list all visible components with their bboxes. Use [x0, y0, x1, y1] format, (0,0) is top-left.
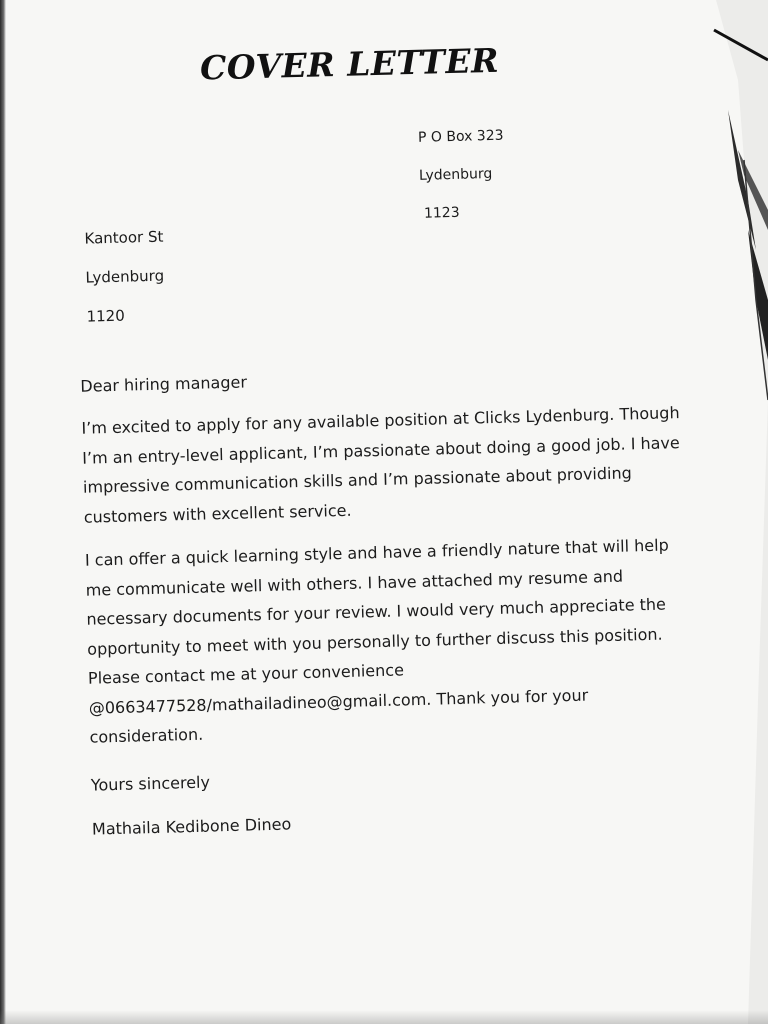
signature-name: Mathaila Kedibone Dineo [91, 813, 292, 839]
recipient-address-line: Kantoor St [84, 227, 164, 248]
body-paragraph-2: I can offer a quick learning style and have a friendly nature that will help me communicate well with others. I have attached my resume and necessary documents for your review. I would very much appreciate the opportunity to meet with you personally to further discuss this position. Please contact me at your convenience @0663477528/mathailadineo@gmail.com. Thank you for your consideration. [84, 535, 669, 747]
closing: Yours sincerely [90, 772, 211, 795]
recipient-address-line: Lydenburg [85, 266, 165, 287]
sender-address [418, 117, 507, 233]
sender-address-line: P O Box 323 [417, 127, 504, 146]
recipient-address [84, 218, 166, 337]
sender-address-line: 1123 [423, 204, 460, 222]
letter-body [80, 358, 692, 842]
body-paragraph-1: I’m excited to apply for any available position at Clicks Lydenburg. Though I’m an entry-level applicant, I’m passionate about doing a good job. I have impressive communication skills and I’m passionate about providing customers with excellent service. [81, 403, 680, 527]
recipient-address-line: 1120 [86, 306, 125, 326]
scan-bottom-shade [0, 1010, 768, 1024]
letter-title: COVER LETTER [199, 40, 500, 88]
salutation: Dear hiring manager [80, 372, 248, 396]
sender-address-line: Lydenburg [418, 165, 493, 184]
